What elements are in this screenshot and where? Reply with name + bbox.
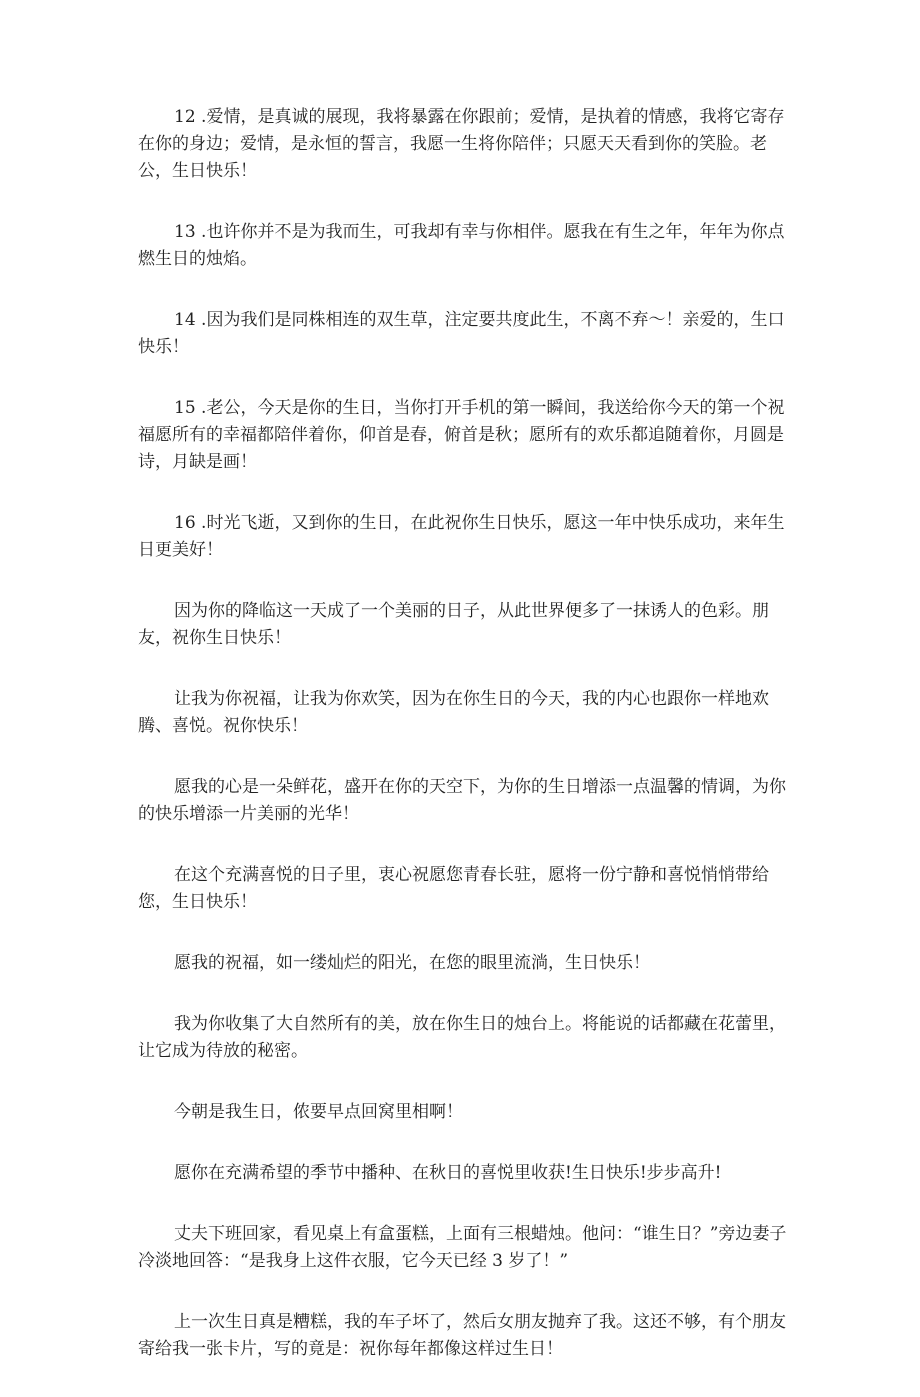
paragraph-12: 12 .爱情，是真诚的展现，我将暴露在你跟前；爱情，是执着的情感，我将它寄存在你的身边；爱情，是永恒的誓言，我愿一生将你陪伴；只愿天天看到你的笑脸。老公，生日快乐！ bbox=[138, 107, 785, 181]
paragraph: 愿我的祝福，如一缕灿烂的阳光，在您的眼里流淌，生日快乐！ bbox=[174, 953, 650, 973]
paragraph: 丈夫下班回家，看见桌上有盒蛋糕，上面有三根蜡烛。他问：“谁生日？”旁边妻子冷淡地回答：“是我身上这件衣服，它今天已经 3 岁了！” bbox=[138, 1224, 787, 1271]
paragraph: 让我为你祝福，让我为你欢笑，因为在你生日的今天，我的内心也跟你一样地欢腾、喜悦。祝你快乐！ bbox=[138, 689, 769, 736]
document-body bbox=[138, 104, 798, 1397]
paragraph: 愿你在充满希望的季节中播种、在秋日的喜悦里收获!生日快乐!步步高升! bbox=[174, 1163, 722, 1183]
paragraph-13: 13 .也许你并不是为我而生，可我却有幸与你相伴。愿我在有生之年，年年为你点燃生日的烛焰。 bbox=[138, 222, 785, 269]
paragraph: 愿我的心是一朵鲜花，盛开在你的天空下，为你的生日增添一点温馨的情调，为你的快乐增添一片美丽的光华！ bbox=[138, 777, 786, 824]
paragraph-14: 14 .因为我们是同株相连的双生草，注定要共度此生，不离不弃～！亲爱的，生口快乐！ bbox=[138, 310, 785, 357]
paragraph: 今朝是我生日，侬要早点回窝里相啊！ bbox=[174, 1102, 463, 1122]
paragraph-16: 16 .时光飞逝，又到你的生日，在此祝你生日快乐，愿这一年中快乐成功，来年生日更美好！ bbox=[138, 513, 785, 560]
paragraph-15: 15 .老公，今天是你的生日，当你打开手机的第一瞬间，我送给你今天的第一个祝福愿所有的幸福都陪伴着你，仰首是春，俯首是秋；愿所有的欢乐都追随着你，月圆是诗，月缺是画！ bbox=[138, 398, 785, 472]
paragraph: 因为你的降临这一天成了一个美丽的日子，从此世界便多了一抹诱人的色彩。朋友，祝你生日快乐！ bbox=[138, 601, 769, 648]
paragraph: 我为你收集了大自然所有的美，放在你生日的烛台上。将能说的话都藏在花蕾里，让它成为待放的秘密。 bbox=[138, 1014, 786, 1061]
paragraph: 上一次生日真是糟糕，我的车子坏了，然后女朋友抛弃了我。这还不够，有个朋友寄给我一张卡片，写的竟是：祝你每年都像这样过生日！ bbox=[138, 1312, 786, 1359]
paragraph: 在这个充满喜悦的日子里，衷心祝愿您青春长驻，愿将一份宁静和喜悦悄悄带给您，生日快乐！ bbox=[138, 865, 769, 912]
